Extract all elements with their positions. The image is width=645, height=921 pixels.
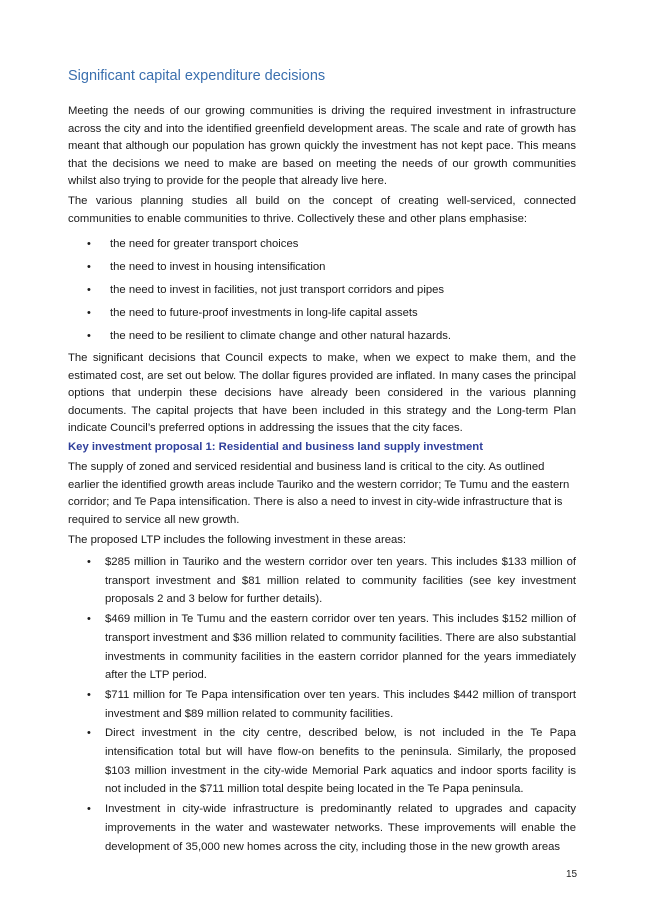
bullet-icon: • bbox=[87, 803, 91, 816]
bullet-icon: • bbox=[87, 307, 91, 319]
intro-paragraph: Meeting the needs of our growing communities is driving the required investment in infrastructure across the city and into the identified greenfield development areas. The scale and rate of growth has meant that although our population has grown quickly the investment has not kept pace. This means that the decisions we need to make are based on meeting the needs of our growth communities whilst also trying to provide for the people that already live here. bbox=[68, 105, 576, 187]
investment-list bbox=[68, 553, 576, 857]
planning-paragraph: The various planning studies all build on the concept of creating well-serviced, connected communities to enable communities to thrive. Collectively these and other plans emphasise: bbox=[68, 195, 576, 225]
proposal-heading: Key investment proposal 1: Residential and business land supply investment bbox=[68, 441, 483, 453]
section-heading: Significant capital expenditure decisions bbox=[68, 68, 326, 84]
list-item: • Investment in city-wide infrastructure is predominantly related to upgrades and capacity improvements in the water and wastewater networks. These improvements will enable the development of 35,000 new homes across the city, including those in the new growth areas bbox=[68, 800, 576, 856]
emphasis-list bbox=[68, 236, 576, 351]
bullet-icon: • bbox=[87, 330, 91, 342]
bullet-icon: • bbox=[87, 613, 91, 626]
list-item: • $711 million for Te Papa intensification over ten years. This includes $442 million of transport investment and $89 million related to community facilities. bbox=[68, 686, 576, 723]
list-item: • the need for greater transport choices bbox=[68, 236, 576, 259]
page-number: 15 bbox=[566, 869, 578, 880]
bullet-icon: • bbox=[87, 261, 91, 273]
supply-paragraph: The supply of zoned and serviced residential and business land is critical to the city. As outlined earlier the identified growth areas include Tauriko and the western corridor; Te Tumu and the eastern corridor; and Te Papa intensification. There is also a need to invest in city-wide infrastructure that is required to service all new growth. bbox=[68, 461, 570, 526]
list-item: • the need to invest in facilities, not just transport corridors and pipes bbox=[68, 282, 576, 305]
bullet-icon: • bbox=[87, 556, 91, 568]
bullet-icon: • bbox=[87, 688, 91, 701]
list-item: • $469 million in Te Tumu and the eastern corridor over ten years. This includes $152 million of transport investment and $36 million related to community facilities. There are also substantial investments in community facilities in the eastern corridor planned for the years immediately after the LTP period. bbox=[68, 610, 576, 685]
list-item: • Direct investment in the city centre, described below, is not included in the Te Papa intensification total but will have flow-on benefits to the peninsula. Similarly, the proposed $103 million investment in the city-wide Memorial Park aquatics and indoor sports facility is not included in the $711 million total despite being located in the Te Papa peninsula. bbox=[68, 724, 576, 799]
list-item: • the need to be resilient to climate change and other natural hazards. bbox=[68, 328, 576, 351]
bullet-icon: • bbox=[87, 238, 91, 250]
list-item: • $285 million in Tauriko and the western corridor over ten years. This includes $133 million of transport investment and $81 million related to community facilities (see key investment proposals 2 and 3 below for further details). bbox=[68, 553, 576, 609]
ltp-paragraph: The proposed LTP includes the following investment in these areas: bbox=[68, 534, 407, 546]
list-item: • the need to invest in housing intensification bbox=[68, 259, 576, 282]
decisions-paragraph: The significant decisions that Council expects to make, when we expect to make them, and the estimated cost, are set out below. The dollar figures provided are inflated. In many cases the principal options that underpin these decisions have already been considered in the various planning documents. The capital projects that have been included in this strategy and the Long-term Plan indicate Council’s preferred options in addressing the issues that the city faces. bbox=[68, 352, 576, 434]
bullet-icon: • bbox=[87, 727, 91, 740]
bullet-icon: • bbox=[87, 284, 91, 296]
list-item: • the need to future-proof investments in long-life capital assets bbox=[68, 305, 576, 328]
